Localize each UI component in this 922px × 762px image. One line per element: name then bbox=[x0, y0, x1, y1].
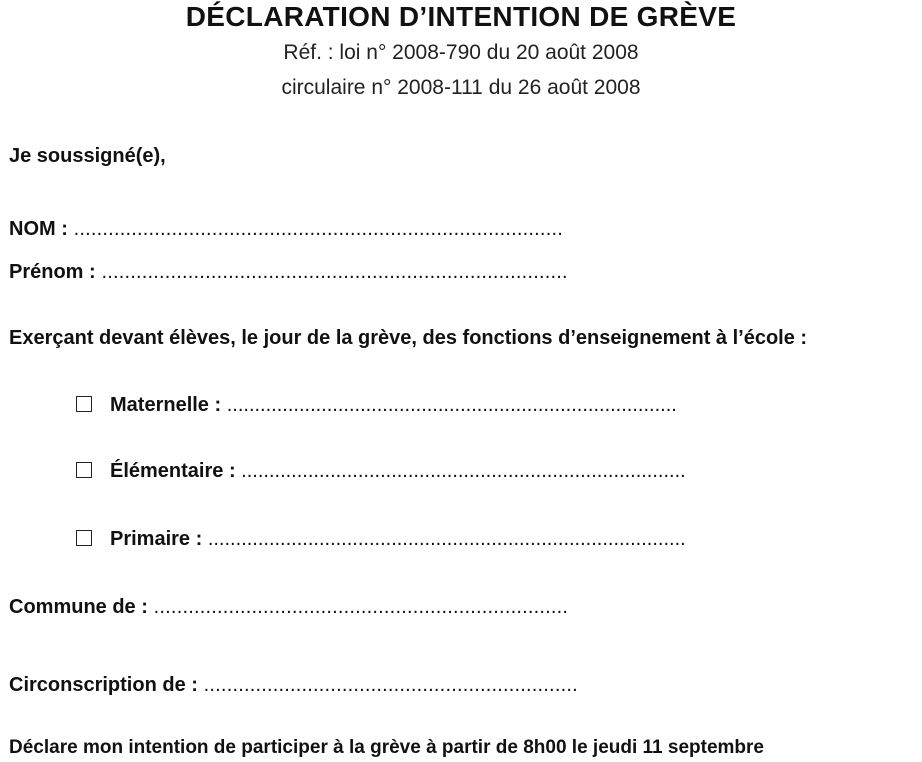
commune-dotted-line[interactable]: ........................................................................ bbox=[147, 596, 569, 618]
maternelle-checkbox[interactable] bbox=[76, 396, 92, 412]
commune-field[interactable] bbox=[9, 594, 568, 620]
exercant-text: Exerçant devant élèves, le jour de la grève, des fonctions d’enseignement à l’école : bbox=[9, 327, 808, 349]
option-primaire[interactable] bbox=[76, 526, 686, 552]
elementaire-checkbox[interactable] bbox=[76, 462, 92, 478]
prenom-label: Prénom : bbox=[9, 261, 96, 283]
document-title: DÉCLARATION D’INTENTION DE GRÈVE bbox=[185, 1, 737, 32]
option-maternelle[interactable] bbox=[76, 392, 677, 418]
commune-label: Commune de : bbox=[9, 596, 148, 618]
intro-text: Je soussigné(e), bbox=[9, 145, 166, 167]
declaration-text: Déclare mon intention de participer à la grève à partir de 8h00 le jeudi 11 septembre bbox=[9, 737, 764, 758]
primaire-label: Primaire : bbox=[110, 528, 203, 550]
circonscription-dotted-line[interactable]: ................................................................. bbox=[197, 674, 578, 696]
primaire-checkbox[interactable] bbox=[76, 530, 92, 546]
elementaire-label: Élémentaire : bbox=[110, 460, 236, 482]
nom-label: NOM : bbox=[9, 218, 68, 240]
nom-field[interactable] bbox=[9, 216, 563, 242]
nom-dotted-line[interactable]: ..................................................................................... bbox=[67, 218, 563, 240]
reference-circular: circulaire n° 2008-111 du 26 août 2008 bbox=[281, 76, 641, 99]
option-elementaire[interactable] bbox=[76, 458, 686, 484]
primaire-dotted-line[interactable]: ...................................................................................... bbox=[202, 528, 686, 550]
elementaire-dotted-line[interactable]: ................................................................................ bbox=[235, 460, 686, 482]
circonscription-field[interactable] bbox=[9, 672, 578, 698]
maternelle-dotted-line[interactable]: ................................................................................. bbox=[221, 394, 677, 416]
prenom-field[interactable] bbox=[9, 259, 568, 285]
circonscription-label: Circonscription de : bbox=[9, 674, 198, 696]
maternelle-label: Maternelle : bbox=[110, 394, 222, 416]
prenom-dotted-line[interactable]: ................................................................................. bbox=[95, 261, 568, 283]
reference-law: Réf. : loi n° 2008-790 du 20 août 2008 bbox=[283, 41, 639, 64]
